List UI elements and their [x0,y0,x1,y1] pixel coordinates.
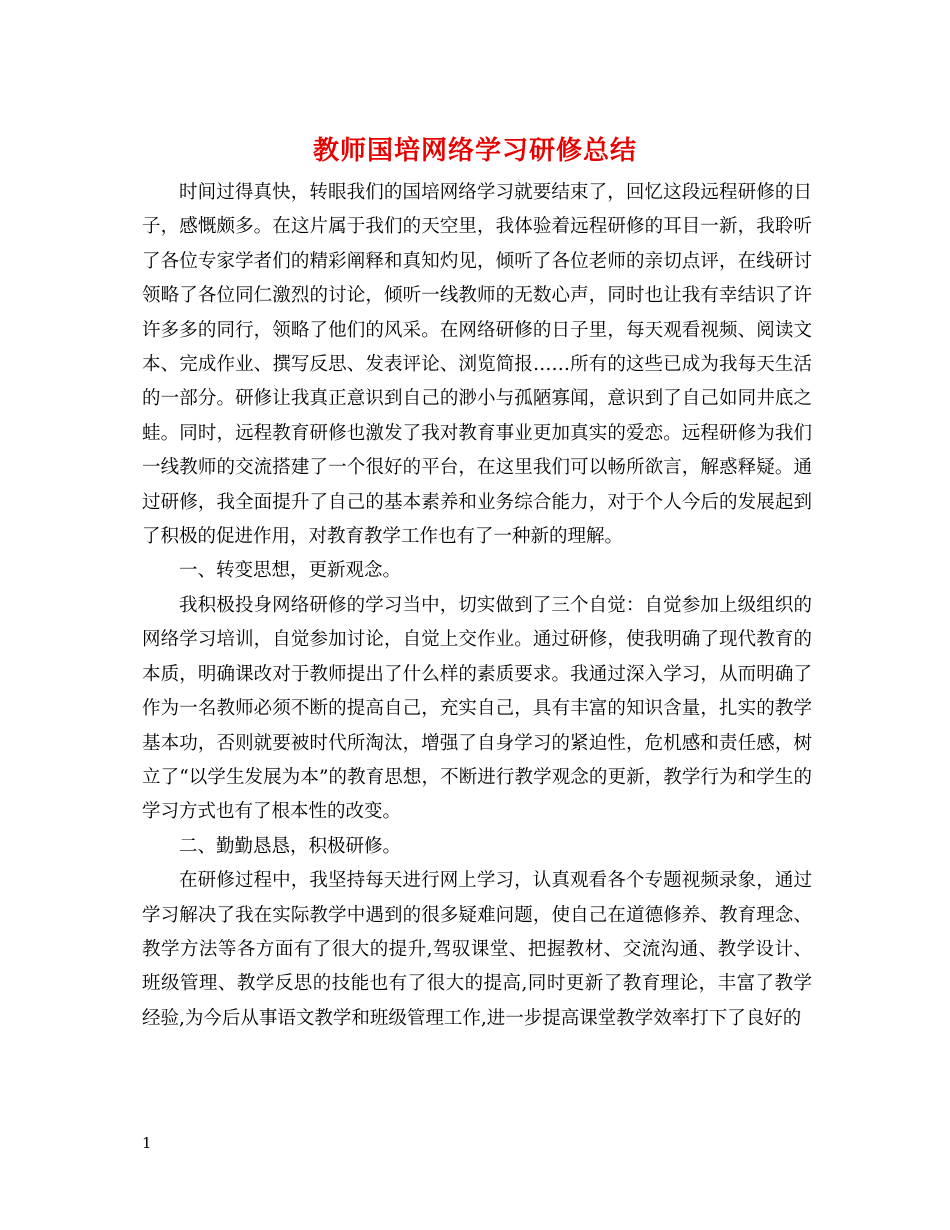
paragraph-section-2: 在研修过程中，我坚持每天进行网上学习，认真观看各个专题视频录象，通过学习解决了我在实际教学中遇到的很多疑难问题，使自己在道德修养、教育理念、教学方法等各方面有了很大的提升,驾驭课堂、把握教材、交流沟通、教学设计、班级管理、教学反思的技能也有了很大的提高,同时更新了教育理论，丰富了教学经验,为今后从事语文教学和班级管理工作,进一步提高课堂教学效率打下了良好的 [142,870,812,1029]
document-body [142,176,812,1036]
section-heading-2: 二、勤勤恳恳，积极研修。 [179,835,402,857]
page-number: 1 [142,1134,152,1152]
paragraph-intro: 时间过得真快，转眼我们的国培网络学习就要结束了，回忆这段远程研修的日子，感慨颇多。在这片属于我们的天空里，我体验着远程研修的耳目一新，我聆听了各位专家学者们的精彩阐释和真知灼见，倾听了各位老师的亲切点评，在线研讨领略了各位同仁激烈的讨论，倾听一线教师的无数心声，同时也让我有幸结识了许许多多的同行，领略了他们的风采。在网络研修的日子里，每天观看视频、阅读文本、完成作业、撰写反思、发表评论、浏览简报……所有的这些已成为我每天生活的一部分。研修让我真正意识到自己的渺小与孤陋寡闻，意识到了自己如同井底之蛙。同时，远程教育研修也激发了我对教育事业更加真实的爱恋。远程研修为我们一线教师的交流搭建了一个很好的平台，在这里我们可以畅所欲言，解惑释疑。通过研修，我全面提升了自己的基本素养和业务综合能力，对于个人今后的发展起到了积极的促进作用，对教育教学工作也有了一种新的理解。 [142,182,812,548]
document-title: 教师国培网络学习研修总结 [312,136,637,166]
paragraph-section-1: 我积极投身网络研修的学习当中，切实做到了三个自觉：自觉参加上级组织的网络学习培训，自觉参加讨论，自觉上交作业。通过研修，使我明确了现代教育的本质，明确课改对于教师提出了什么样的素质要求。我通过深入学习，从而明确了作为一名教师必须不断的提高自己，充实自己，具有丰富的知识含量，扎实的教学基本功，否则就要被时代所淘汰，增强了自身学习的紧迫性，危机感和责任感，树立了“以学生发展为本”的教育思想，不断进行教学观念的更新，教学行为和学生的学习方式也有了根本性的改变。 [142,594,812,823]
section-heading-1: 一、转变思想，更新观念。 [179,560,402,582]
